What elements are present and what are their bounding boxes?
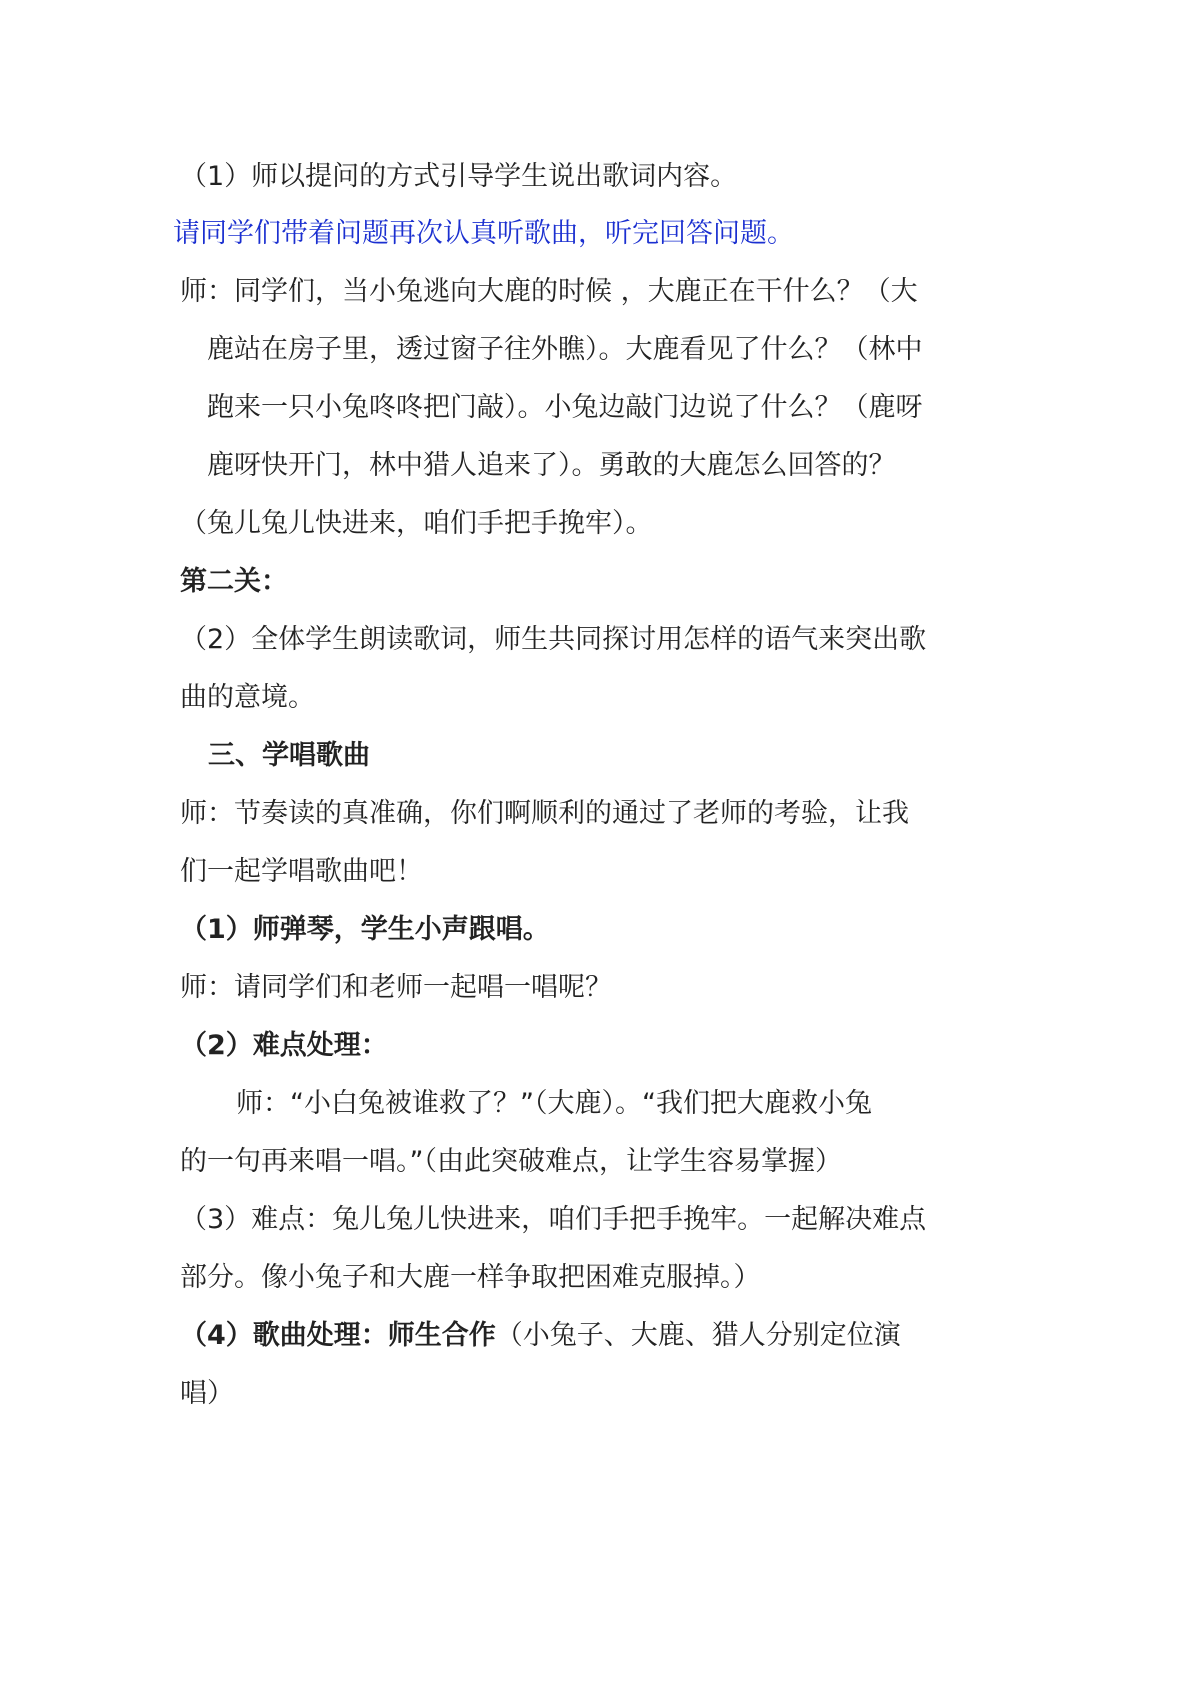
section-heading: 三、学唱歌曲 xyxy=(208,740,370,771)
paragraph-line: （2）全体学生朗读歌词，师生共同探讨用怎样的语气来突出歌 xyxy=(180,624,927,655)
highlighted-instruction: 请同学们带着问题再次认真听歌曲，听完回答问题。 xyxy=(173,218,794,249)
paragraph-line: 曲的意境。 xyxy=(180,682,315,713)
paragraph-line: （3）难点：兔儿兔儿快进来，咱们手把手挽牢。一起解决难点 xyxy=(180,1204,927,1235)
paragraph-line: 们一起学唱歌曲吧！ xyxy=(180,856,423,887)
paragraph-line: 师：同学们，当小兔逃向大鹿的时候 ，大鹿正在干什么？（大 xyxy=(180,276,918,307)
paragraph-line: 唱） xyxy=(180,1378,234,1409)
step-heading: （4）歌曲处理：师生合作 xyxy=(180,1320,496,1351)
step-heading: （1）师弹琴，学生小声跟唱。 xyxy=(180,914,550,945)
paragraph-line: （兔儿兔儿快进来，咱们手把手挽牢）。 xyxy=(180,508,653,539)
paragraph-line: 鹿呀快开门，林中猎人追来了）。勇敢的大鹿怎么回答的？ xyxy=(207,450,896,481)
paragraph-line: （1）师以提问的方式引导学生说出歌词内容。 xyxy=(180,161,738,192)
paragraph-line: 跑来一只小兔咚咚把门敲）。小兔边敲门边说了什么？（鹿呀 xyxy=(207,392,923,423)
step-heading: （2）难点处理： xyxy=(180,1030,388,1061)
paragraph-line: 师：请同学们和老师一起唱一唱呢？ xyxy=(180,972,612,1003)
paragraph-line: 鹿站在房子里，透过窗子往外瞧）。大鹿看见了什么？（林中 xyxy=(207,334,923,365)
paragraph-text: （小兔子、大鹿、猎人分别定位演 xyxy=(495,1320,901,1351)
paragraph-line: 的一句再来唱一唱。”（由此突破难点，让学生容易掌握） xyxy=(180,1146,842,1177)
paragraph-line: 部分。像小兔子和大鹿一样争取把困难克服掉。） xyxy=(180,1262,761,1293)
paragraph-line: 师：节奏读的真准确，你们啊顺利的通过了老师的考验，让我 xyxy=(180,798,909,829)
paragraph-line: 师：“小白兔被谁救了？”（大鹿）。“我们把大鹿救小兔 xyxy=(236,1088,872,1119)
paragraph-line-mixed xyxy=(180,1318,901,1354)
section-heading: 第二关： xyxy=(180,566,288,597)
